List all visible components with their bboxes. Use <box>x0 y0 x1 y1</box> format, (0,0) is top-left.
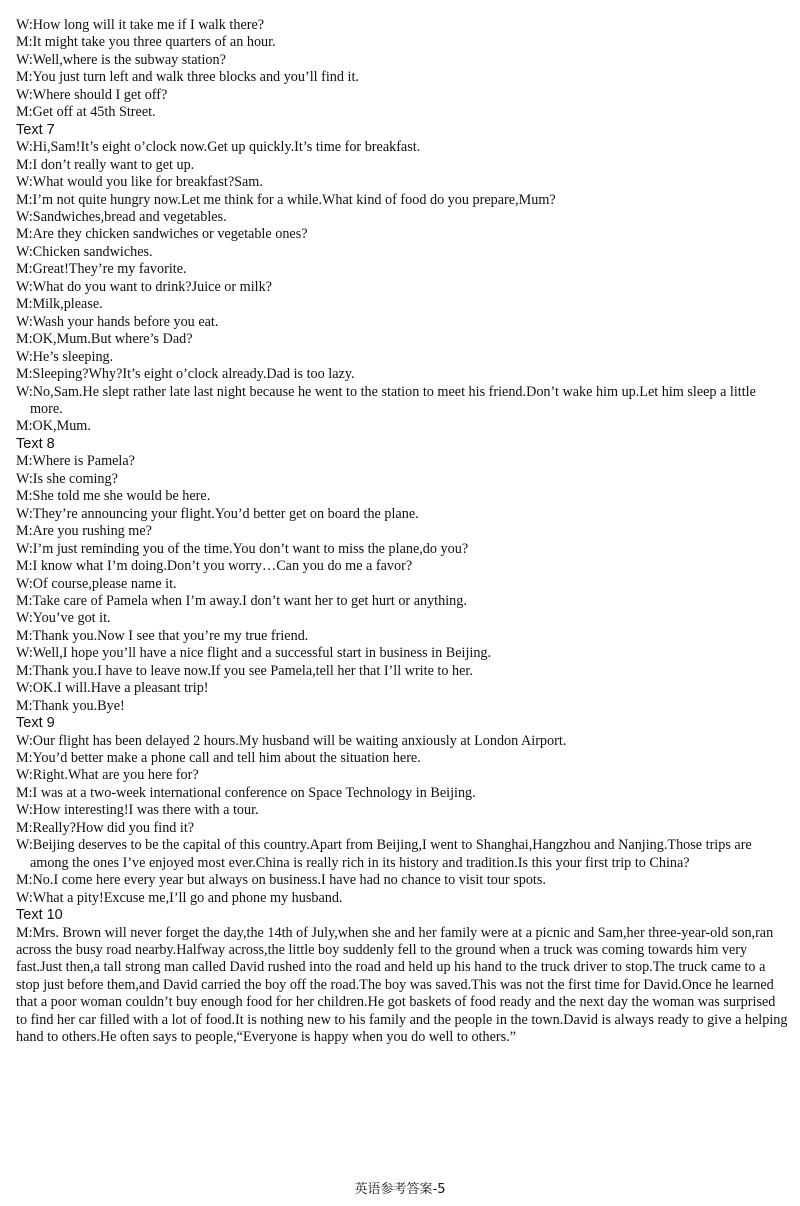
dialogue-line: W:Where should I get off? <box>16 86 168 103</box>
dialogue-line: M:OK,Mum. <box>16 418 91 435</box>
dialogue-line: M:Are they chicken sandwiches or vegetable ones? <box>16 226 308 243</box>
dialogue-line: W:Right.What are you here for? <box>16 767 199 784</box>
dialogue-line: W:Beijing deserves to be the capital of this country.Apart from Beijing,I went to Shanghai,Hangzhou and Nanjing.Those trips are among the ones I’ve enjoyed most ever.China is really rich in its history and tradition.Is this your first trip to China? <box>16 837 752 871</box>
dialogue-line: W:Our flight has been delayed 2 hours.My husband will be waiting anxiously at London Airport. <box>16 732 567 749</box>
dialogue-line: W:Is she coming? <box>16 470 118 487</box>
section-heading: Text 7 <box>16 121 55 138</box>
dialogue-line: M:Thank you.I have to leave now.If you see Pamela,tell her that I’ll write to her. <box>16 662 473 679</box>
dialogue-line: M:Where is Pamela? <box>16 453 135 470</box>
page-footer: 英语参考答案-5 <box>354 1182 446 1197</box>
dialogue-line: M:Really?How did you find it? <box>16 819 195 836</box>
dialogue-line: W:I’m just reminding you of the time.You don’t want to miss the plane,do you? <box>16 540 469 557</box>
dialogue-line: M:Take care of Pamela when I’m away.I don’t want her to get hurt or anything. <box>16 592 467 609</box>
dialogue-line: M:Great!They’re my favorite. <box>16 261 187 278</box>
dialogue-line: M:Get off at 45th Street. <box>16 104 156 121</box>
section-heading: Text 10 <box>16 907 63 924</box>
dialogue-line: W:Wash your hands before you eat. <box>16 313 219 330</box>
dialogue-line: M:Are you rushing me? <box>16 523 152 540</box>
dialogue-line: W:What do you want to drink?Juice or milk? <box>16 278 272 295</box>
dialogue-line: M:She told me she would be here. <box>16 488 211 505</box>
dialogue-line: M:No.I come here every year but always on business.I have had no chance to visit tour spots. <box>16 872 546 889</box>
dialogue-line: M:Thank you.Now I see that you’re my true friend. <box>16 627 309 644</box>
dialogue-line: M:You just turn left and walk three blocks and you’ll find it. <box>16 69 359 86</box>
intro-dialogue <box>16 17 788 122</box>
dialogue-line: M:OK,Mum.But where’s Dad? <box>16 331 193 348</box>
dialogue-line: W:OK.I will.Have a pleasant trip! <box>16 680 209 697</box>
dialogue-line: W:Of course,please name it. <box>16 575 177 592</box>
dialogue-line: M:Thank you.Bye! <box>16 697 125 714</box>
dialogue-line: M:It might take you three quarters of an hour. <box>16 34 276 51</box>
dialogue-line: W:Well,I hope you’ll have a nice flight and a successful start in business in Beijing. <box>16 645 492 662</box>
dialogue-line: W:Sandwiches,bread and vegetables. <box>16 208 227 225</box>
listening-transcript <box>16 17 788 1047</box>
text-7-section <box>16 122 788 436</box>
dialogue-line: W:What a pity!Excuse me,I’ll go and phone my husband. <box>16 889 343 906</box>
dialogue-line: W:No,Sam.He slept rather late last night because he went to the station to meet his friend.Don’t wake him up.Let him sleep a little more. <box>16 383 756 417</box>
dialogue-line: M:Milk,please. <box>16 296 103 313</box>
dialogue-line: M:I was at a two-week international conference on Space Technology in Beijing. <box>16 784 476 801</box>
dialogue-line: W:What would you like for breakfast?Sam. <box>16 174 263 191</box>
dialogue-line: M:I’m not quite hungry now.Let me think for a while.What kind of food do you prepare,Mum? <box>16 191 556 208</box>
dialogue-line: M:Sleeping?Why?It’s eight o’clock already.Dad is too lazy. <box>16 366 355 383</box>
dialogue-line: W:You’ve got it. <box>16 610 111 627</box>
text-10-section <box>16 907 788 1047</box>
section-heading: Text 8 <box>16 435 55 452</box>
section-heading: Text 9 <box>16 715 55 732</box>
dialogue-line: W:Hi,Sam!It’s eight o’clock now.Get up quickly.It’s time for breakfast. <box>16 139 421 156</box>
dialogue-line: M:You’d better make a phone call and tell him about the situation here. <box>16 750 421 767</box>
text-8-section <box>16 436 788 715</box>
dialogue-line: W:How long will it take me if I walk there? <box>16 17 265 33</box>
dialogue-line: M:I don’t really want to get up. <box>16 156 195 173</box>
text-9-section <box>16 715 788 907</box>
dialogue-line: W:He’s sleeping. <box>16 348 114 365</box>
dialogue-line: W:Chicken sandwiches. <box>16 243 153 260</box>
dialogue-line: M:I know what I’m doing.Don’t you worry…Can you do me a favor? <box>16 558 413 575</box>
dialogue-line: W:How interesting!I was there with a tour. <box>16 802 259 819</box>
monologue-paragraph: M:Mrs. Brown will never forget the day,the 14th of July,when she and her family were at a picnic and Sam,her three-year-old son,ran across the busy road nearby.Halfway across,the little boy suddenly fell to the ground when a truck was coming towards him very fast.Just then,a tall strong man called David rushed into the road and held up his hand to the truck driver to stop.The truck came to a stop just before them,and David carried the boy off the road.The boy was saved.This was not the first time for David.Once he learned that a poor woman couldn’t buy enough food for her children.He got baskets of food ready and the next day the woman was surprised to find her car filled with a lot of food.It is nothing new to his family and the people in the town.David is always ready to give a helping hand to others.He often says to people,“Everyone is happy when you do well to others.” <box>16 924 788 1046</box>
dialogue-line: W:They’re announcing your flight.You’d better get on board the plane. <box>16 505 419 522</box>
dialogue-line: W:Well,where is the subway station? <box>16 51 226 68</box>
